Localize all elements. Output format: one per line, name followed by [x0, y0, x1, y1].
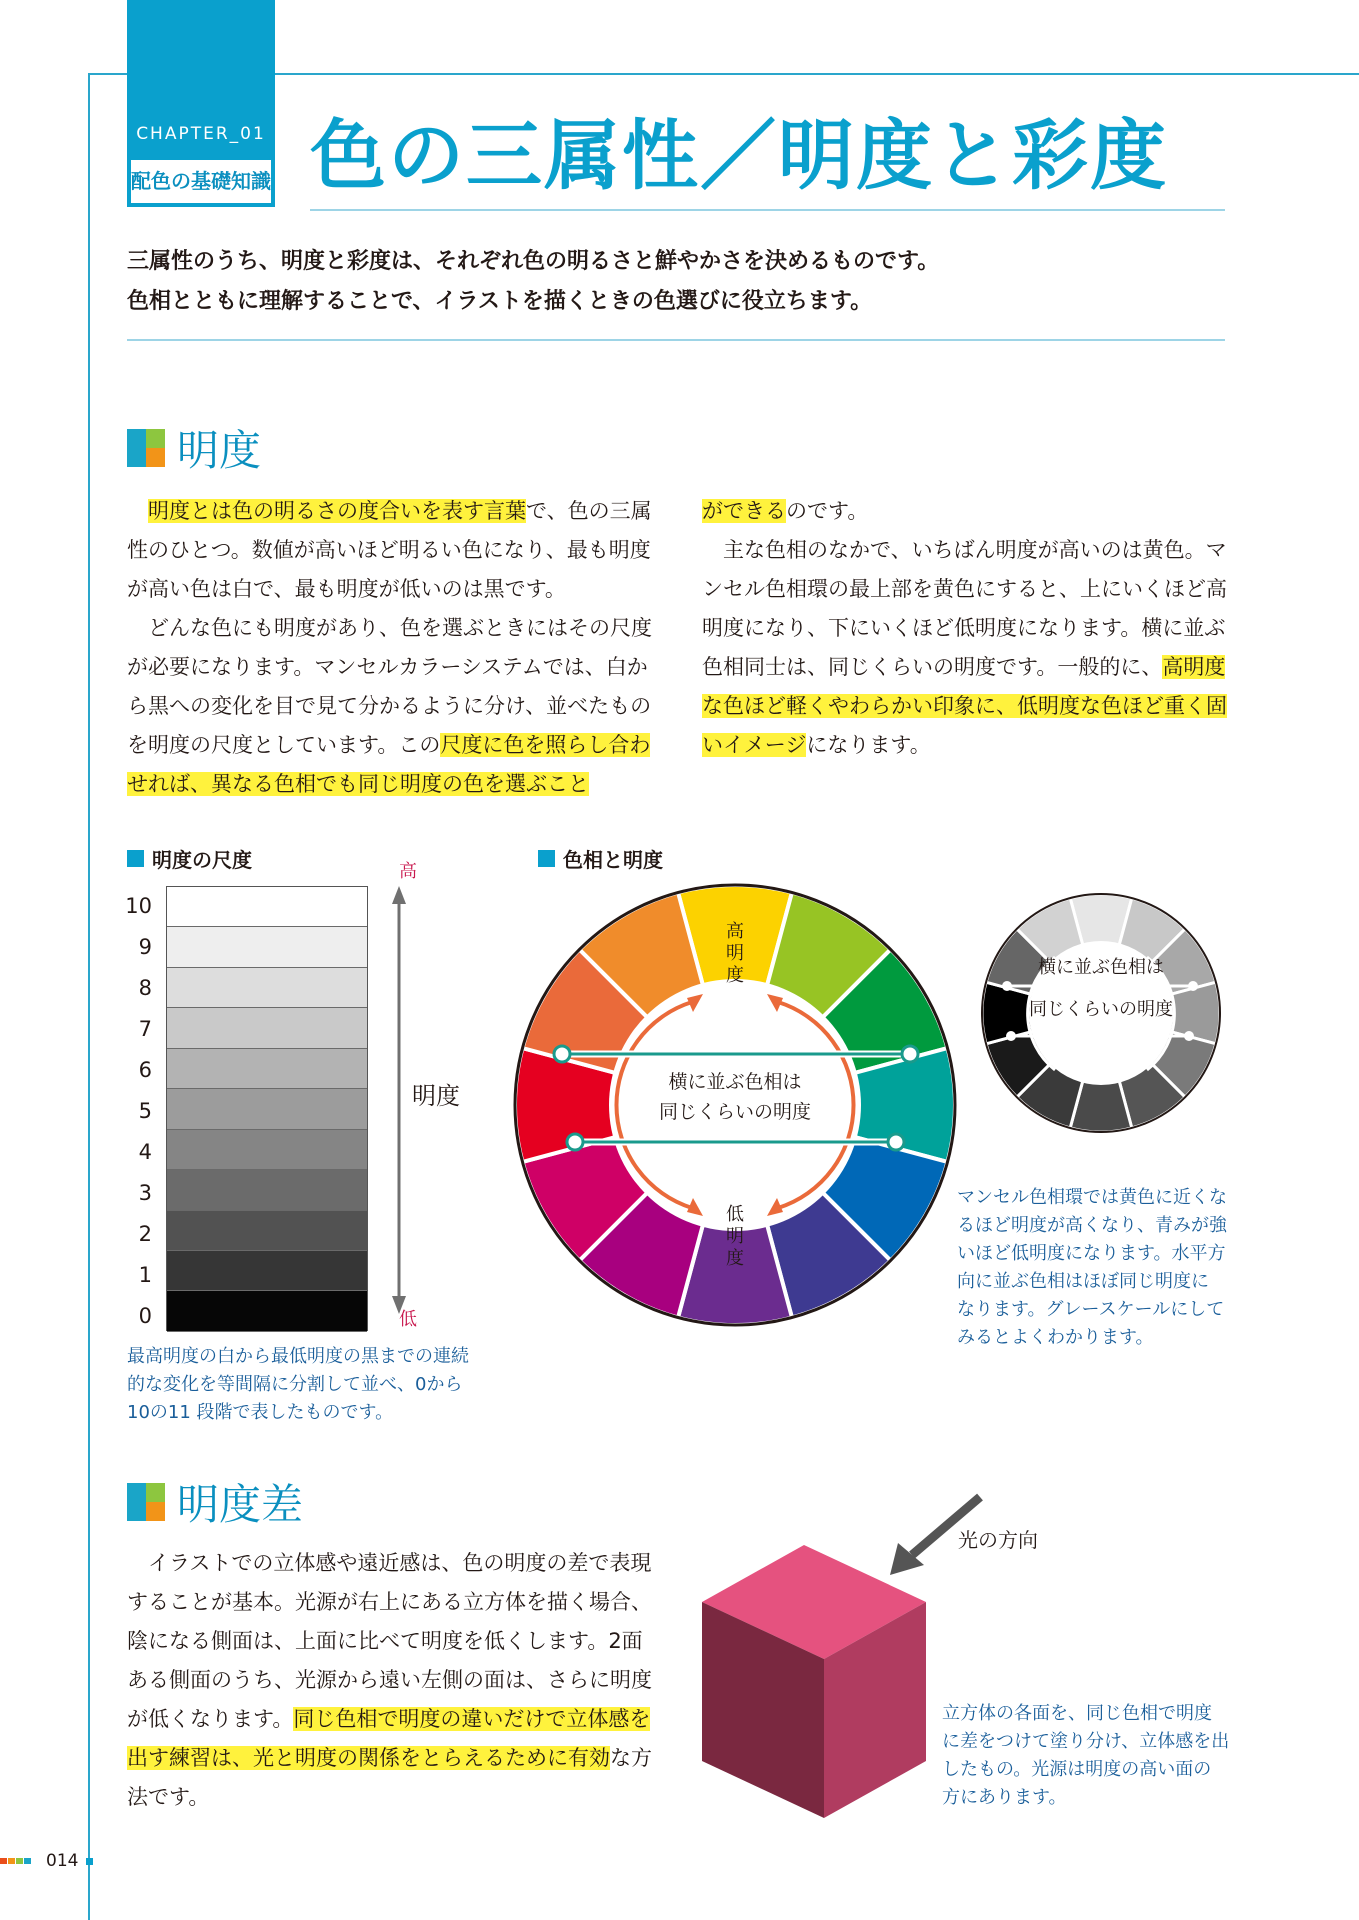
caption-line: 10の11 段階で表したものです。 [127, 1402, 394, 1423]
scale-numbers [118, 886, 152, 1337]
body-text: のです。 [786, 499, 869, 523]
scale-number: 8 [138, 976, 152, 1000]
body-text: な方法です。 [127, 1746, 652, 1809]
figure-heading-text: 色相と明度 [563, 848, 663, 872]
bottom-label-char: 明 [726, 1226, 744, 1247]
lead-paragraph [127, 242, 939, 322]
gray-label-line: 同じくらいの明度 [1029, 999, 1173, 1020]
lead-line-2: 色相とともに理解することで、イラストを描くときの色選びに役立ちます。 [127, 289, 873, 314]
scale-axis [370, 850, 500, 1340]
center-label-line: 同じくらいの明度 [658, 1101, 812, 1123]
scale-step [167, 1211, 367, 1251]
scale-number: 4 [138, 1140, 152, 1164]
scale-step [167, 927, 367, 967]
paragraph [127, 1544, 652, 1817]
caption-line: 向に並ぶ色相はほぼ同じ明度に [957, 1271, 1209, 1292]
chapter-subtitle: 配色の基礎知識 [131, 160, 271, 203]
scale-step [167, 1049, 367, 1089]
connector-node [554, 1046, 570, 1062]
footer-color-bar [0, 1858, 32, 1864]
paragraph [702, 492, 1227, 531]
section-heading-contrast [127, 1472, 303, 1532]
body-text: 主な色相のなかで、いちばん明度が高いのは黄色。マンセル色相環の最上部を黄色にすると、上にいくほど高明度になり、下にいくほど低明度になります。横に並ぶ色相同士は、同じくらいの明度です。一般的に、 [702, 538, 1227, 679]
highlight-text: 尺度に色を照らし合わせれば、異なる色相でも同じ明度の色を選ぶこと [127, 733, 651, 796]
caption-line: いほど低明度になります。水平方 [957, 1243, 1226, 1264]
brightness-scale [166, 886, 368, 1331]
caption-line: なります。グレースケールにして [957, 1299, 1225, 1320]
scale-number: 10 [125, 894, 152, 918]
center-label-line: 横に並ぶ色相は [668, 1071, 802, 1093]
scale-number: 5 [138, 1099, 152, 1123]
scale-number: 0 [138, 1304, 152, 1328]
cube-caption [942, 1700, 1229, 1812]
section2-column [127, 1544, 652, 1817]
gray-label-line: 横に並ぶ色相は [1038, 957, 1164, 978]
paragraph [702, 531, 1227, 765]
top-label-char: 度 [726, 965, 744, 986]
connector-node [902, 1046, 918, 1062]
highlight-text: 同じ色相で明度の違いだけで立体感を出す練習は、光と明度の関係をとらえるために有効 [127, 1707, 651, 1770]
scale-number: 2 [138, 1222, 152, 1246]
caption-line: みるとよくわかります。 [957, 1327, 1154, 1348]
bottom-label-char: 度 [726, 1248, 744, 1269]
caption-line: したもの。光源は明度の高い面の [942, 1759, 1212, 1780]
page-number: 014 [46, 1851, 79, 1871]
connector-node [567, 1134, 583, 1150]
caption-line: マンセル色相環では黄色に近くな [957, 1187, 1227, 1208]
scale-caption [127, 1343, 469, 1427]
scale-step [167, 1170, 367, 1210]
scale-number: 6 [138, 1058, 152, 1082]
scale-step [167, 1130, 367, 1170]
axis-label: 明度 [412, 1082, 460, 1110]
figure-marker-icon [538, 850, 555, 867]
light-direction-label: 光の方向 [958, 1528, 1038, 1552]
page-frame-horizontal [88, 73, 1359, 75]
grayscale-wheel [980, 892, 1230, 1142]
scale-step [167, 968, 367, 1008]
gray-node [1188, 981, 1198, 991]
chapter-tab [127, 0, 275, 207]
scale-number: 1 [138, 1263, 152, 1287]
caption-line: に差をつけて塗り分け、立体感を出 [942, 1731, 1230, 1752]
body-text: になります。 [806, 733, 931, 757]
top-label-char: 明 [726, 943, 744, 964]
section-mark-icon [127, 1483, 165, 1521]
scale-step [167, 887, 367, 927]
connector-node [888, 1134, 904, 1150]
body-text: で、色の三属性のひとつ。数値が高いほど明るい色になり、最も明度が高い色は白で、最も明度が低いのは黒です。 [127, 499, 652, 601]
caption-line: 立方体の各面を、同じ色相で明度 [942, 1703, 1212, 1724]
highlight-text: 高明度な色ほど軽くやわらかい印象に、低明度な色ほど重く固いイメージ [702, 655, 1227, 757]
gray-node [1184, 1031, 1194, 1041]
caption-line: 的な変化を等間隔に分割して並べ、0から [127, 1374, 463, 1395]
section1-right-column [702, 492, 1227, 765]
top-label-char: 高 [726, 921, 744, 942]
scale-step [167, 1008, 367, 1048]
chapter-label: CHAPTER_01 [136, 124, 266, 144]
scale-step [167, 1251, 367, 1291]
caption-line: 最高明度の白から最低明度の黒までの連続 [127, 1346, 469, 1367]
scale-number: 7 [138, 1017, 152, 1041]
figure-heading-scale [127, 844, 252, 873]
bottom-label-char: 低 [726, 1204, 744, 1225]
figure-heading-wheel [538, 844, 663, 873]
footer-dot [86, 1858, 93, 1865]
page-frame-vertical [88, 73, 90, 1920]
lead-rule [127, 339, 1225, 341]
wheel-caption [957, 1184, 1227, 1352]
figure-marker-icon [127, 850, 144, 867]
scale-step [167, 1089, 367, 1129]
gray-node [1002, 981, 1012, 991]
body-text: イラストでの立体感や遠近感は、色の明度の差で表現することが基本。光源が右上にある立方体を描く場合、陰になる側面は、上面に比べて明度を低くします。2面ある側面のうち、光源から遠い左側の面は、さらに明度が低くなります。 [127, 1551, 652, 1731]
page-title: 色の三属性／明度と彩度 [310, 111, 1168, 200]
section-title: 明度 [177, 426, 262, 475]
paragraph [127, 492, 652, 609]
hue-wheel [505, 880, 965, 1340]
section1-left-column [127, 492, 652, 804]
body-text: どんな色にも明度があり、色を選ぶときにはその尺度が必要になります。マンセルカラーシステムでは、白から黒への変化を目で見て分かるように分け、並べたものを明度の尺度としています。この [127, 616, 652, 757]
section-title: 明度差 [177, 1480, 304, 1529]
paragraph [127, 609, 652, 804]
caption-line: 方にあります。 [942, 1787, 1067, 1808]
scale-step [167, 1291, 367, 1331]
high-label: 高 [399, 861, 417, 882]
caption-line: るほど明度が高くなり、青みが強 [957, 1215, 1227, 1236]
scale-number: 9 [138, 935, 152, 959]
section-heading-brightness [127, 418, 261, 478]
scale-number: 3 [138, 1181, 152, 1205]
figure-heading-text: 明度の尺度 [152, 848, 252, 872]
section-mark-icon [127, 429, 165, 467]
highlight-text: ができる [702, 499, 786, 523]
highlight-text: 明度とは色の明るさの度合いを表す言葉 [148, 499, 526, 523]
low-label: 低 [399, 1309, 417, 1330]
lead-line-1: 三属性のうち、明度と彩度は、それぞれ色の明るさと鮮やかさを決めるものです。 [127, 249, 940, 274]
title-rule [310, 209, 1225, 211]
gray-node [1006, 1031, 1016, 1041]
arrow-up-icon [392, 886, 406, 904]
